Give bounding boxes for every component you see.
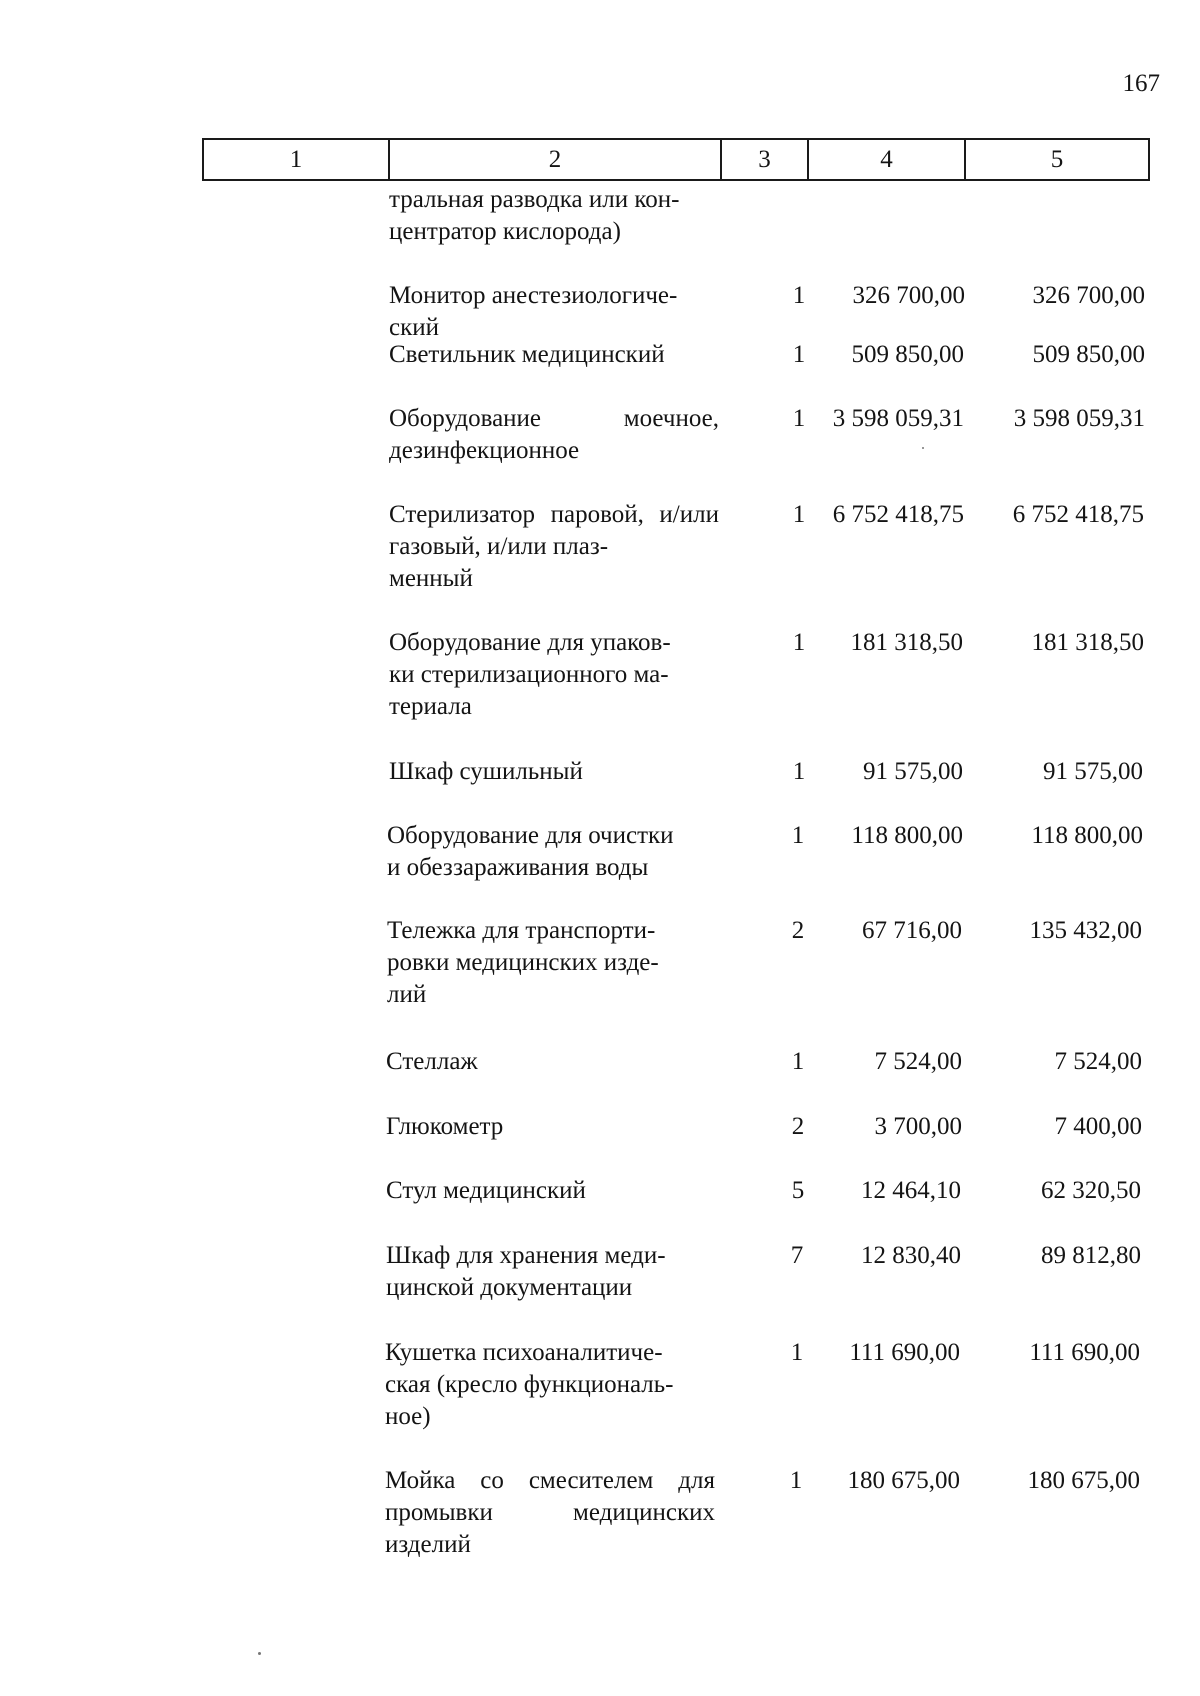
item-total: 135 432,00 bbox=[1029, 917, 1142, 944]
item-name: Кушетка психоаналитиче- ская (кресло функциональ- ное) bbox=[385, 1339, 674, 1430]
header-cell-4: 4 bbox=[809, 140, 966, 179]
item-total: 509 850,00 bbox=[1032, 341, 1145, 368]
item-unit-price: 3 700,00 bbox=[874, 1113, 962, 1140]
item-unit-price: 6 752 418,75 bbox=[832, 501, 964, 528]
item-total: 326 700,00 bbox=[1032, 282, 1145, 309]
item-total: 180 675,00 bbox=[1027, 1467, 1140, 1494]
item-name: Оборудование для упаков- ки стерилизационного ма- териала bbox=[389, 629, 671, 720]
scan-speck bbox=[922, 447, 924, 449]
item-unit-price: 91 575,00 bbox=[863, 758, 963, 785]
item-total: 91 575,00 bbox=[1043, 758, 1143, 785]
item-quantity: 1 bbox=[792, 758, 806, 785]
item-name: Монитор анестезиологиче- ский bbox=[389, 282, 678, 341]
item-unit-price: 181 318,50 bbox=[850, 629, 963, 656]
item-total: 181 318,50 bbox=[1031, 629, 1144, 656]
item-name: Шкаф для хранения меди- цинской документации bbox=[386, 1242, 666, 1301]
item-name: Мойка со смесителем для промывки медицинских изделий bbox=[385, 1467, 715, 1558]
item-name: Стеллаж bbox=[386, 1048, 478, 1075]
item-total: 89 812,80 bbox=[1041, 1242, 1141, 1269]
item-name: Стул медицинский bbox=[386, 1177, 586, 1204]
item-quantity: 1 bbox=[789, 1467, 803, 1494]
item-name: Оборудование для очистки и обеззараживания воды bbox=[387, 822, 674, 881]
header-cell-2: 2 bbox=[390, 140, 722, 179]
item-unit-price: 326 700,00 bbox=[852, 282, 965, 309]
item-total: 3 598 059,31 bbox=[1013, 405, 1145, 432]
item-unit-price: 67 716,00 bbox=[862, 917, 962, 944]
item-unit-price: 509 850,00 bbox=[851, 341, 964, 368]
item-quantity: 7 bbox=[790, 1242, 804, 1269]
scan-speck bbox=[258, 1652, 261, 1655]
page-number: 167 bbox=[1122, 70, 1160, 97]
item-unit-price: 7 524,00 bbox=[874, 1048, 962, 1075]
item-name: Тележка для транспорти- ровки медицинских изде- лий bbox=[387, 917, 659, 1008]
item-total: 118 800,00 bbox=[1031, 822, 1143, 849]
item-total: 111 690,00 bbox=[1029, 1339, 1140, 1366]
item-name: Стерилизатор паровой, и/или газовый, и/или плаз- менный bbox=[389, 501, 719, 592]
item-total: 6 752 418,75 bbox=[1012, 501, 1144, 528]
item-name: тральная разводка или кон- центратор кислорода) bbox=[389, 186, 680, 245]
item-name: Оборудование моечное, дезинфекционное bbox=[389, 405, 719, 464]
item-unit-price: 111 690,00 bbox=[849, 1339, 960, 1366]
item-unit-price: 3 598 059,31 bbox=[832, 405, 964, 432]
item-quantity: 1 bbox=[791, 822, 805, 849]
item-quantity: 1 bbox=[792, 629, 806, 656]
item-quantity: 1 bbox=[792, 405, 806, 432]
item-unit-price: 12 464,10 bbox=[861, 1177, 961, 1204]
item-quantity: 2 bbox=[791, 1113, 805, 1140]
item-quantity: 1 bbox=[790, 1339, 804, 1366]
item-quantity: 1 bbox=[792, 282, 806, 309]
item-unit-price: 118 800,00 bbox=[851, 822, 963, 849]
item-unit-price: 180 675,00 bbox=[847, 1467, 960, 1494]
item-total: 62 320,50 bbox=[1041, 1177, 1141, 1204]
item-name: Глюкометр bbox=[386, 1113, 504, 1140]
header-cell-1: 1 bbox=[204, 140, 390, 179]
item-unit-price: 12 830,40 bbox=[861, 1242, 961, 1269]
item-quantity: 5 bbox=[791, 1177, 805, 1204]
item-quantity: 1 bbox=[792, 501, 806, 528]
item-total: 7 524,00 bbox=[1054, 1048, 1142, 1075]
item-total: 7 400,00 bbox=[1054, 1113, 1142, 1140]
header-cell-5: 5 bbox=[1050, 145, 1064, 173]
item-quantity: 1 bbox=[791, 1048, 805, 1075]
item-name: Светильник медицинский bbox=[389, 341, 665, 368]
item-quantity: 1 bbox=[792, 341, 806, 368]
header-cell-3: 3 bbox=[722, 140, 809, 179]
item-name: Шкаф сушильный bbox=[389, 758, 583, 785]
item-quantity: 2 bbox=[791, 917, 805, 944]
